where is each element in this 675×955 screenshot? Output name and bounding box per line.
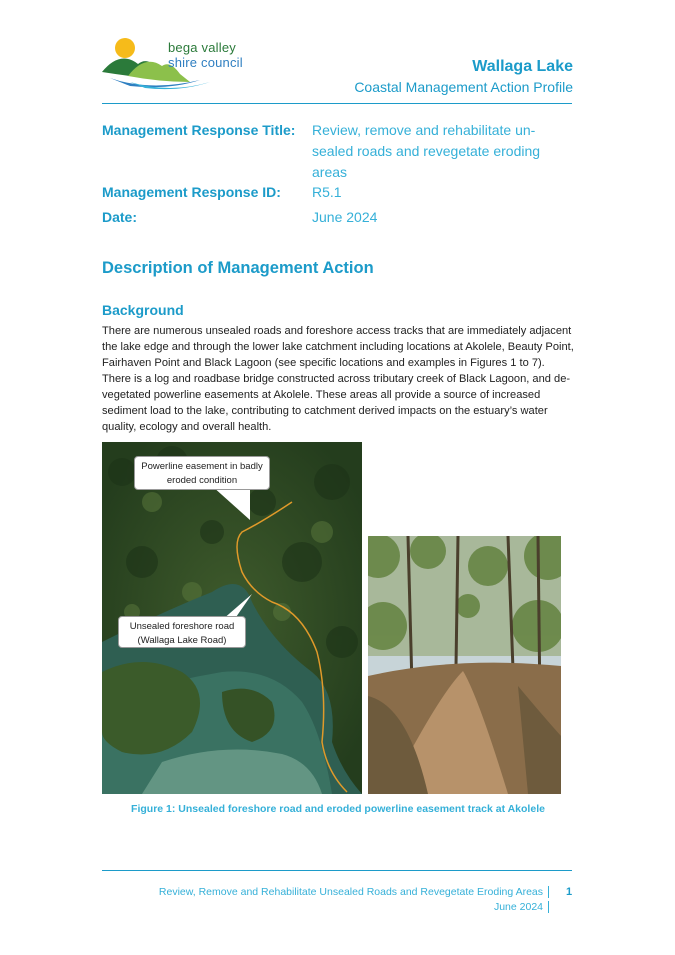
footer-separator-2 bbox=[548, 901, 549, 913]
response-title-value: Review, remove and rehabilitate un-sealed roads and revegetate eroding areas bbox=[312, 122, 541, 180]
document-subtitle: Coastal Management Action Profile bbox=[354, 79, 573, 95]
footer-title: Review, Remove and Rehabilitate Unsealed Roads and Revegetate Eroding Areas bbox=[158, 886, 543, 898]
footer-date: June 2024 bbox=[493, 901, 543, 913]
response-title-label: Management Response Title: bbox=[102, 122, 296, 138]
background-paragraph: There are numerous unsealed roads and foreshore access tracks that are immediately adjacent the lake edge and through the lower lake catchment including locations at Akolele, Beauty Point, Fairhaven Point and Black Lagoon (see specific locations and examples in Figures 1 to 7). There is a log and roadbase bridge constructed across tributary creek of Black Lagoon, and de-vegetated powerline easements at Akolele. These areas all provide a source of increased sediment load to the lake, contributing to catchment derived impacts on the estuary’s water quality, ecology and overall health. bbox=[102, 325, 574, 433]
footer-separator-1 bbox=[548, 886, 549, 898]
page-number: 1 bbox=[566, 886, 573, 898]
logo-text-line2: shire council bbox=[168, 55, 243, 70]
date-value: June 2024 bbox=[312, 209, 378, 225]
logo-sun bbox=[115, 38, 135, 58]
date-label: Date: bbox=[102, 209, 138, 225]
figure-caption: Figure 1: Unsealed foreshore road and eroded powerline easement track at Akolele bbox=[131, 803, 545, 815]
logo-text-line1: bega valley bbox=[168, 40, 236, 55]
callout-powerline: Powerline easement in badly eroded condition bbox=[134, 456, 270, 490]
section-heading: Description of Management Action bbox=[102, 259, 374, 277]
response-id-label: Management Response ID: bbox=[102, 184, 281, 200]
subsection-heading: Background bbox=[102, 302, 184, 318]
footer-divider bbox=[102, 870, 572, 871]
callout-foreshore-road: Unsealed foreshore road (Wallaga Lake Road) bbox=[118, 616, 246, 648]
response-id-value: R5.1 bbox=[312, 184, 342, 200]
header-divider bbox=[102, 103, 572, 104]
document-title: Wallaga Lake bbox=[472, 58, 573, 75]
track-photo bbox=[368, 536, 561, 794]
